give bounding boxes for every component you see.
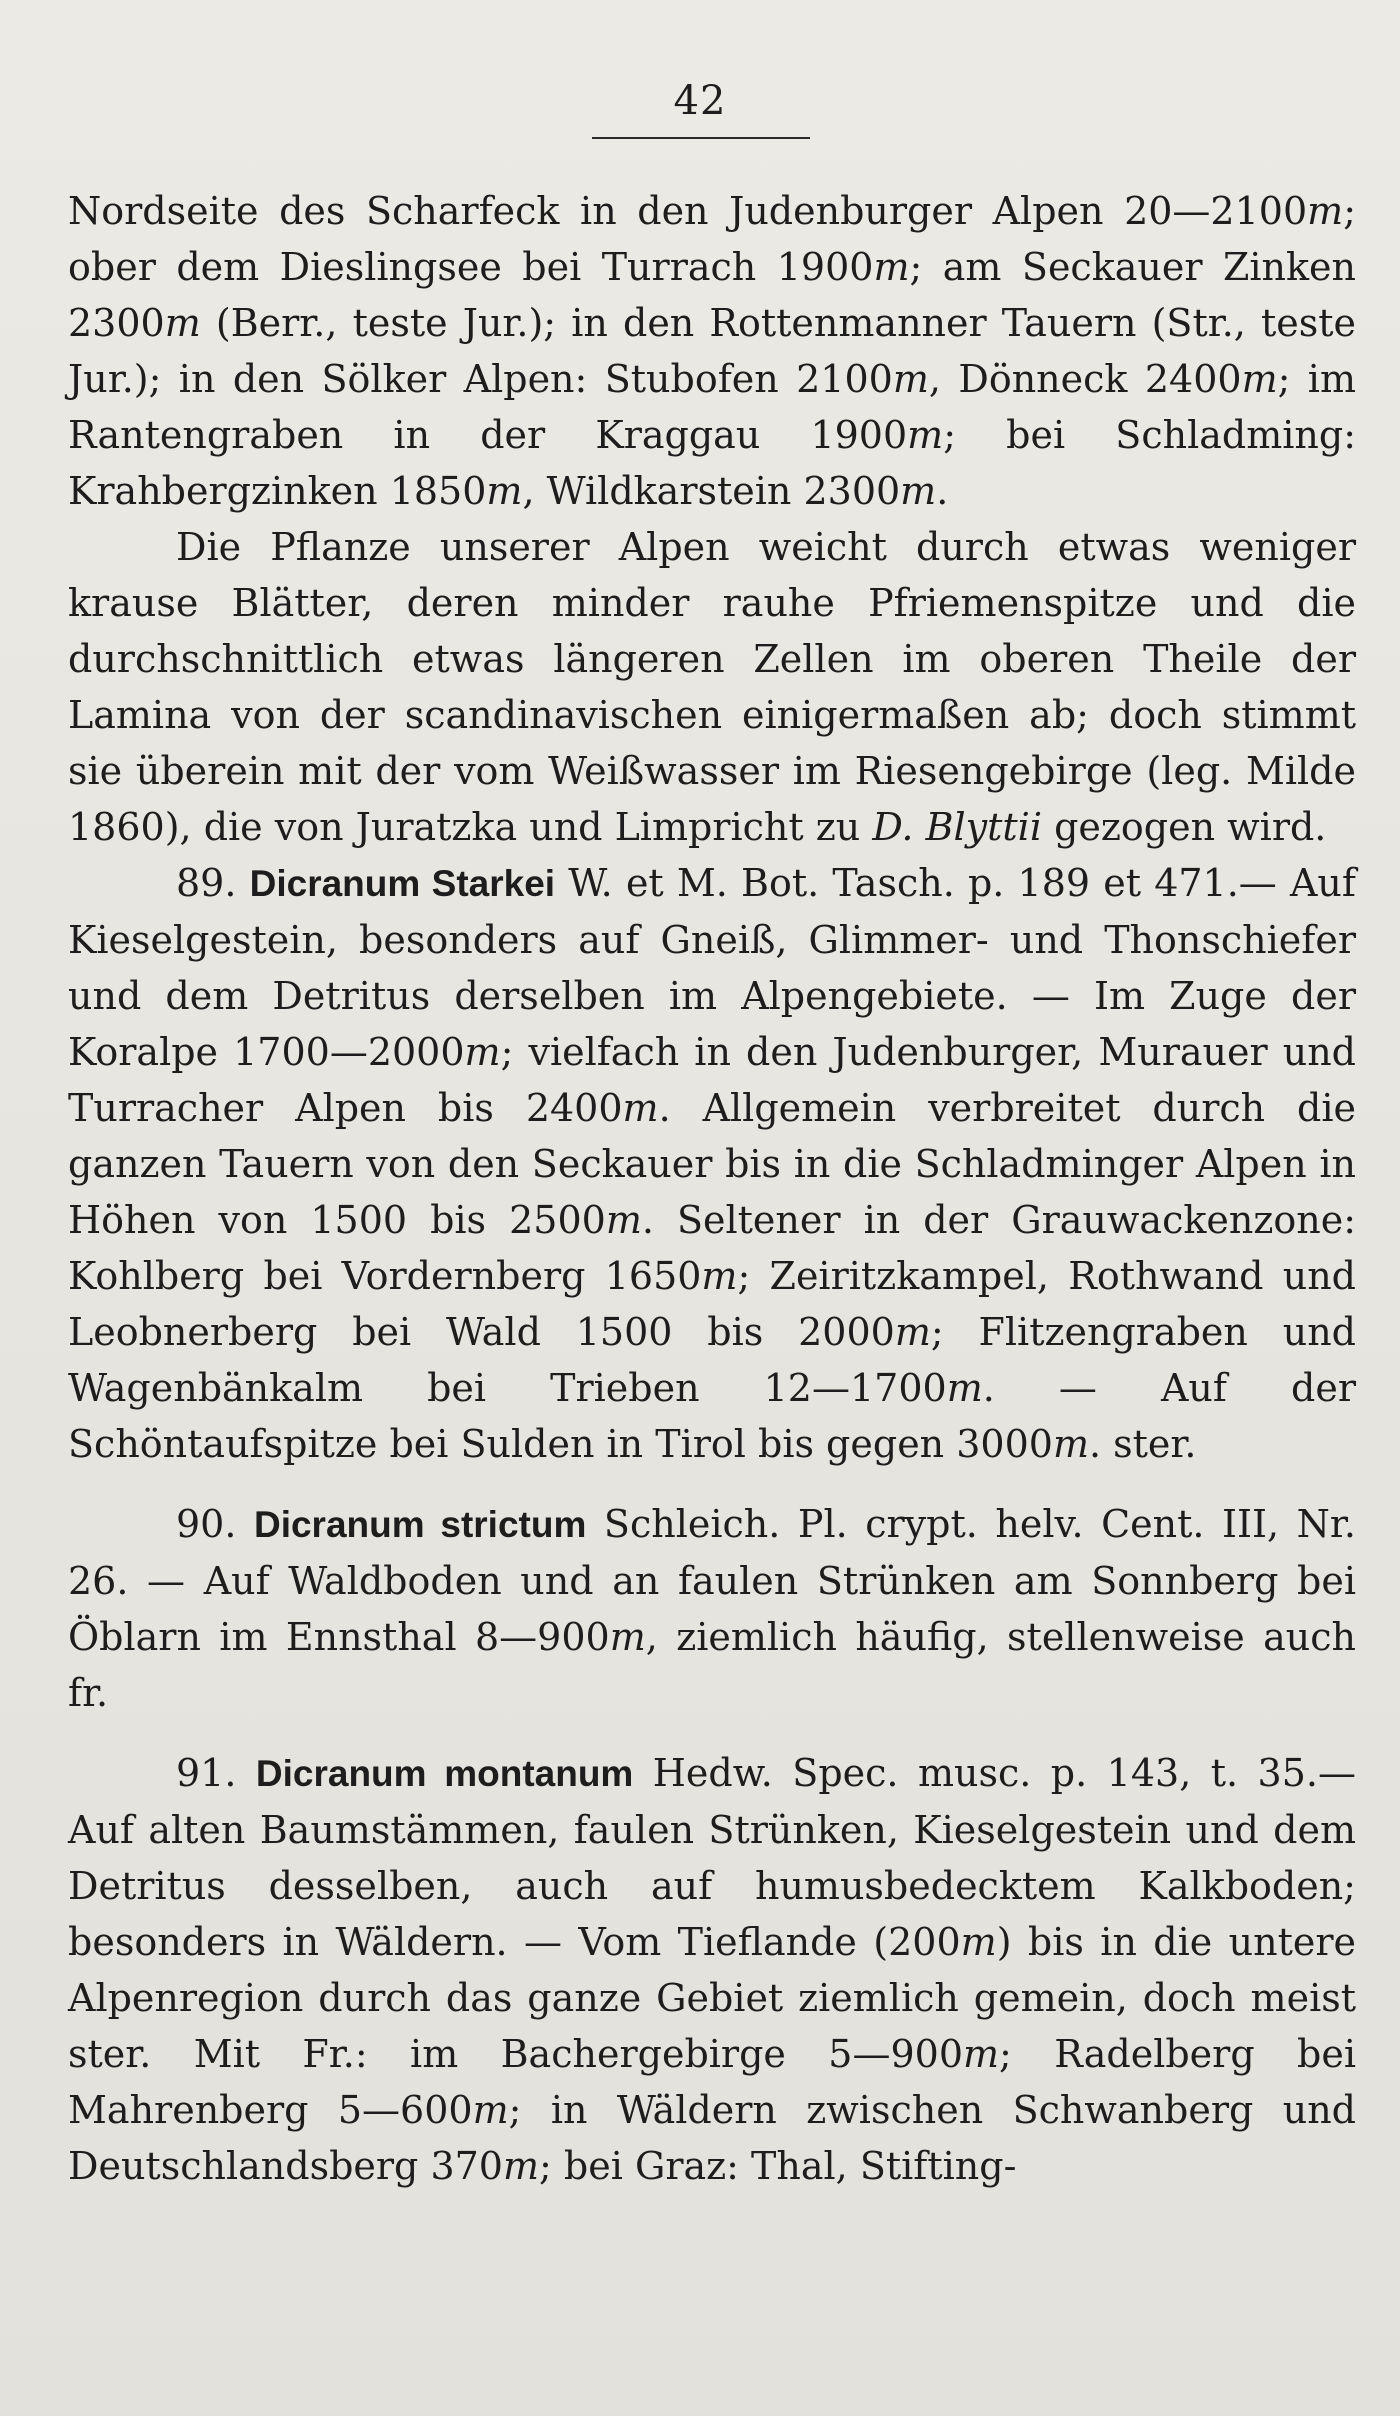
text-run: , ziemlich häufig, stellenweise auch fr. [68, 1615, 1356, 1715]
unit-meter: m [464, 1030, 501, 1074]
text-run: , Wildkarstein 2300 [522, 469, 901, 513]
unit-meter: m [907, 413, 944, 457]
entry-89 [68, 855, 1356, 1472]
text-run: ; vielfach in den Judenburger, Murauer und Turracher Alpen bis 2400 [68, 1030, 1357, 1130]
text-run: ; bei Graz: Thal, Stifting- [539, 2144, 1017, 2188]
species-name: Dicranum montanum [255, 1753, 634, 1794]
text-run: ; Flitzengraben und Wagenbänkalm bei Trieben 12—1700 [68, 1310, 1356, 1410]
entry-number: 89. [176, 861, 237, 905]
page-number: 42 [673, 78, 727, 124]
unit-meter: m [963, 2032, 1000, 2076]
header-rule [592, 137, 810, 139]
text-run: ; ober dem Dieslingsee bei Turrach 1900 [68, 189, 1356, 289]
unit-meter: m [1241, 357, 1278, 401]
text-run: . Allgemein verbreitet durch die ganzen Tauern von den Seckauer bis in die Schladminger Alpen in Höhen von 1500 bis 2500 [68, 1086, 1356, 1242]
text-run: ) bis in die untere Alpenregion durch das ganze Gebiet ziemlich gemein, doch meist ster. Mit Fr.: im Bachergebirge 5—900 [68, 1920, 1357, 2076]
unit-meter: m [873, 245, 910, 289]
unit-meter: m [946, 1366, 983, 1410]
species-reference: D. Blyttii [872, 805, 1042, 849]
unit-meter: m [900, 469, 937, 513]
unit-meter: m [164, 301, 201, 345]
text-run: , Dönneck 2400 [928, 357, 1242, 401]
unit-meter: m [486, 469, 523, 513]
text-run: ; in Wäldern zwischen Schwanberg und Deutschlandsberg 370 [68, 2088, 1356, 2188]
unit-meter: m [1307, 189, 1344, 233]
text-run: . ster. [1089, 1422, 1197, 1466]
text-run: . Seltener in der Grauwackenzone: Kohlberg bei Vordernberg 1650 [68, 1198, 1357, 1298]
unit-meter: m [605, 1198, 642, 1242]
unit-meter: m [472, 2088, 509, 2132]
unit-meter: m [609, 1615, 646, 1659]
text-run: . [936, 469, 949, 513]
text-run: gezogen wird. [1041, 805, 1327, 849]
text-run: Nordseite des Scharfeck in den Judenburger Alpen 20—2100 [68, 189, 1308, 233]
text-run: ; bei Schladming: Krahbergzinken 1850 [68, 413, 1356, 513]
entry-number: 90. [176, 1502, 237, 1546]
unit-meter: m [960, 1920, 997, 1964]
entry-91 [68, 1745, 1356, 2194]
entry-number: 91. [176, 1751, 237, 1795]
text-run: ; Radelberg bei Mahrenberg 5—600 [68, 2032, 1356, 2132]
species-name: Dicranum Starkei [249, 863, 556, 904]
text-run: (Berr., teste Jur.); in den Rottenmanner Tauern (Str., teste Jur.); in den Sölker Alpen: Stubofen 2100 [68, 301, 1356, 401]
text-run: Hedw. Spec. musc. p. 143, t. 35.— Auf alten Baumstämmen, faulen Strünken, Kieselgestein und dem Detritus desselben, auch auf humusbedecktem Kalkboden; besonders in Wäldern. — Vom Tieflande (200 [68, 1751, 1356, 1964]
text-run: Die Pflanze unserer Alpen weicht durch etwas weniger krause Blätter, deren minder rauhe Pfriemenspitze und die durchschnittlich etwas längeren Zellen im oberen Theile der Lamina von der scandinavischen einigermaßen ab; doch stimmt sie überein mit der vom Weißwasser im Riesengebirge (leg. Milde 1860), die von Juratzka und Limpricht zu [68, 525, 1356, 849]
entry-90 [68, 1496, 1356, 1721]
unit-meter: m [894, 1310, 931, 1354]
unit-meter: m [502, 2144, 540, 2188]
paragraph-locality-continuation [68, 183, 1356, 519]
text-run: W. et M. Bot. Tasch. p. 189 et 471.— Auf Kieselgestein, besonders auf Gneiß, Glimmer- und Thonschiefer und dem Detritus derselben im Alpengebiete. — Im Zuge der Koralpe 1700—2000 [68, 861, 1356, 1074]
page-body [68, 183, 1356, 2194]
text-run: Schleich. Pl. crypt. helv. Cent. III, Nr. 26. — Auf Waldboden und an faulen Strünken am Sonnberg bei Öblarn im Ennsthal 8—900 [68, 1502, 1356, 1659]
text-run: ; im Rantengraben in der Kraggau 1900 [68, 357, 1356, 457]
unit-meter: m [701, 1254, 738, 1298]
text-run: ; Zeiritzkampel, Rothwand und Leobnerberg bei Wald 1500 bis 2000 [68, 1254, 1356, 1354]
text-run: ; am Seckauer Zinken 2300 [68, 245, 1357, 345]
text-run: . — Auf der Schöntaufspitze bei Sulden in Tirol bis gegen 3000 [68, 1366, 1356, 1466]
unit-meter: m [622, 1086, 659, 1130]
paragraph-remark [68, 519, 1356, 855]
unit-meter: m [1052, 1422, 1089, 1466]
species-name: Dicranum strictum [253, 1504, 587, 1545]
unit-meter: m [892, 357, 929, 401]
